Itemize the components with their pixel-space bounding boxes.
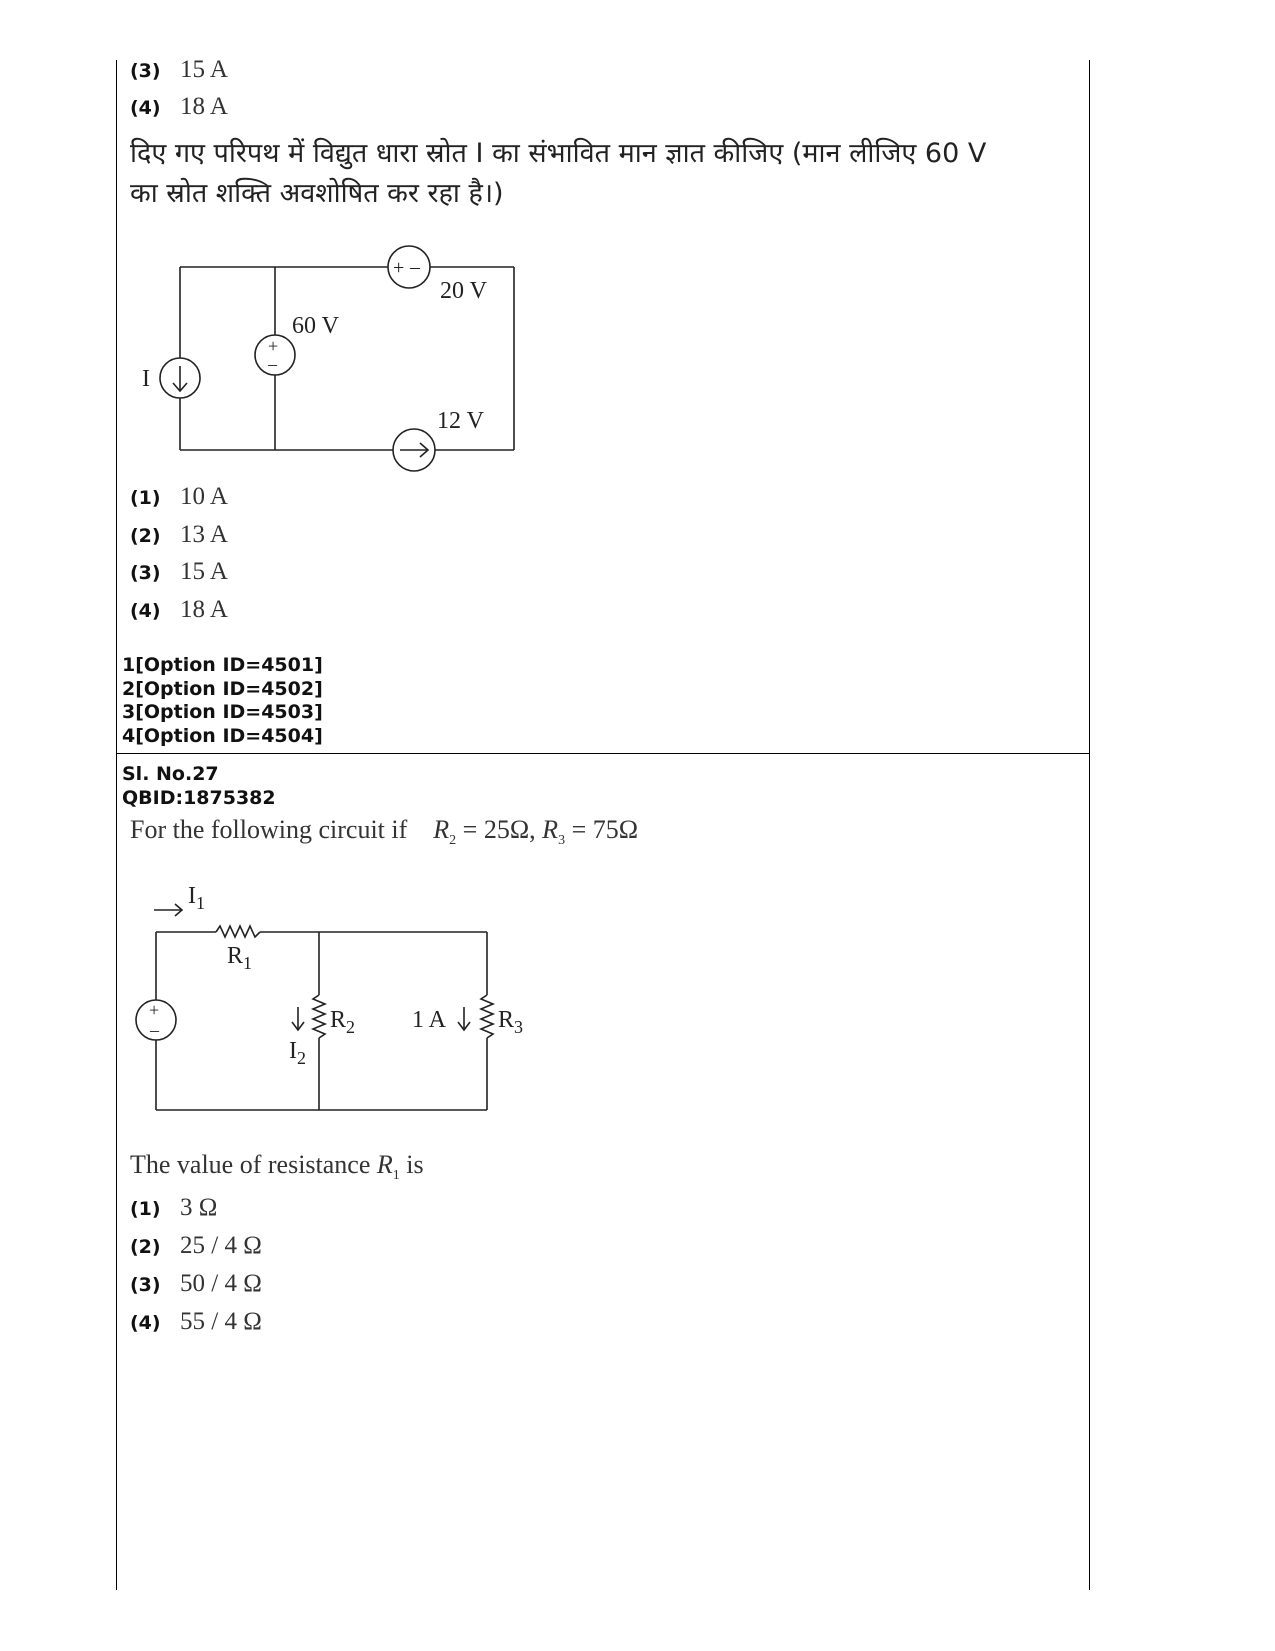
circuit2-plus-sign: + [149, 1000, 160, 1020]
option-id-1: 1[Option ID=4501] [122, 654, 323, 676]
q26-option-3-top: (3) 15 A [130, 56, 228, 83]
q26-hindi-line-1: दिए गए परिपथ में विद्युत धारा स्रोत I का संभावित मान ज्ञात कीजिए (मान लीजिए 60 V [130, 138, 987, 169]
q26-option-3: (3) 15 A [130, 558, 228, 585]
circuit2-label-1a: 1 A [412, 1007, 447, 1033]
q27-stem: For the following circuit if $R_2 = 25\Omega$, $R_3 = 75\Omega$ [130, 815, 639, 849]
option-id-3: 3[Option ID=4503] [122, 701, 323, 723]
q27-question: The value of resistance $R_1$ is [130, 1150, 424, 1184]
circuit1-label-60v: 60 V [292, 313, 339, 339]
circuit1-label-i: I [142, 366, 150, 392]
circuit2-label-r3: $R_3$ [498, 1007, 524, 1037]
q27-option-4: (4) 55 / 4 Ω [130, 1308, 262, 1335]
circuit2-minus-sign: – [150, 1020, 159, 1040]
circuit1-60v-plus: + [268, 336, 279, 356]
frame-right-border [1089, 60, 1090, 1590]
circuit2-label-r1: $R_1$ [227, 943, 253, 973]
q26-option-1: (1) 10 A [130, 483, 228, 510]
q26-option-4-top: (4) 18 A [130, 93, 228, 120]
q27-option-2: (2) 25 / 4 Ω [130, 1232, 262, 1259]
q27-option-1: (1) 3 Ω [130, 1194, 218, 1221]
circuit2-label-r2: $R_2$ [330, 1007, 356, 1037]
circuit1-minus-sign: – [410, 256, 420, 278]
circuit2-label-i2: $I_2$ [289, 1038, 306, 1068]
option-id-4: 4[Option ID=4504] [122, 725, 323, 747]
frame-left-border [116, 60, 117, 1590]
q26-option-4: (4) 18 A [130, 596, 228, 623]
q26-hindi-question [130, 134, 1070, 214]
circuit1-label-20v: 20 V [440, 278, 487, 304]
q26-hindi-line-2: का स्रोत शक्ति अवशोषित कर रहा है।) [130, 178, 504, 209]
circuit1-60v-minus: – [268, 354, 277, 374]
q27-option-3: (3) 50 / 4 Ω [130, 1270, 262, 1297]
q27-qbid: QBID:1875382 [122, 787, 276, 809]
q27-sl-no: Sl. No.27 [122, 763, 219, 785]
circuit1-label-12v: 12 V [437, 408, 484, 434]
circuit1-plus-sign: + [393, 257, 405, 279]
circuit2-label-i1: $I_1$ [188, 883, 205, 913]
question-divider [116, 753, 1090, 754]
option-id-2: 2[Option ID=4502] [122, 678, 323, 700]
q26-option-2: (2) 13 A [130, 521, 228, 548]
